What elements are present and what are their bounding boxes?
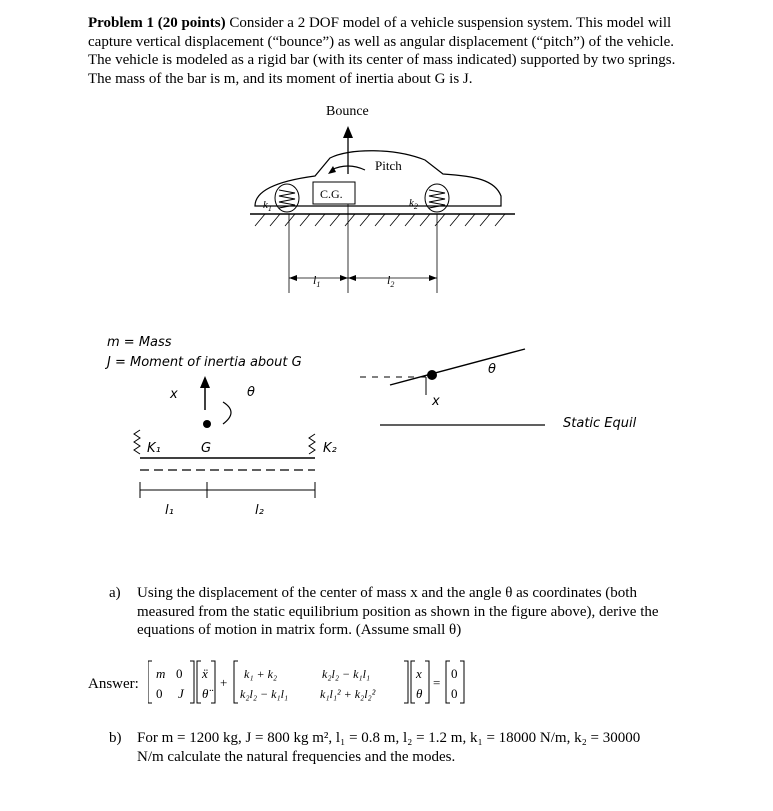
part-a	[109, 584, 669, 640]
spring-k2	[309, 434, 315, 454]
static-equil-label: Static Equil	[563, 416, 637, 431]
k1-label: $k_1$	[263, 199, 272, 213]
cg-dot	[203, 420, 211, 428]
bounce-arrow-icon	[343, 126, 353, 138]
k11: k₁ + k₂	[244, 667, 278, 681]
spring-k2	[429, 190, 445, 208]
x-label: x	[170, 387, 178, 402]
m11: m	[156, 666, 166, 681]
cg-label: C.G.	[320, 187, 343, 201]
pitch-label: Pitch	[375, 158, 402, 173]
l2-label: l₂	[255, 503, 264, 518]
theta-label: θ	[488, 362, 496, 377]
theta-ddot: θ̈	[202, 686, 209, 701]
m22: J	[178, 686, 184, 701]
problem-heading: Problem 1 (20 points)	[88, 15, 226, 31]
tilted-bar	[390, 349, 525, 385]
k2-label: K₂	[323, 441, 337, 456]
ground-hatch	[255, 214, 505, 226]
l1-label: $l_1$	[313, 273, 321, 289]
equals-sign: =	[433, 675, 441, 690]
answer-label: Answer:	[88, 676, 139, 692]
figure1-title: Bounce	[326, 104, 369, 119]
k1-label: K₁	[147, 441, 161, 456]
equation-of-motion	[148, 658, 478, 708]
k12: k₂l₂ − k₁l₁	[322, 667, 371, 681]
l2-label: $l_2$	[387, 273, 395, 289]
vehicle-figure	[225, 118, 520, 308]
part-b-label: b)	[109, 730, 122, 746]
pitch-arrow-icon	[328, 166, 336, 174]
m21: 0	[156, 686, 163, 701]
m12: 0	[176, 666, 183, 681]
x-var: x	[416, 666, 422, 681]
k2-label: $k_2$	[409, 197, 418, 211]
k21: k₂l₂ − k₁l₁	[240, 687, 289, 701]
theta-label: θ	[247, 385, 255, 400]
spring-k1	[134, 430, 140, 454]
problem-text: Consider a 2 DOF model of a vehicle suspension system. This model will capture vertical displacement (“bounce”) as well as angular displacement (“pitch”) of the vehicle. The vehicle is modeled as a rigid bar (with its center of mass indicated) supported by two springs. The mass of the bar is m, and its moment of inertia about G is J.	[88, 15, 676, 87]
bar-model-sketch	[105, 330, 355, 530]
x-arrow-icon	[200, 376, 210, 388]
rhs-2: 0	[451, 686, 458, 701]
theta-var: θ	[416, 686, 423, 701]
mass-note: m = Mass	[107, 335, 172, 350]
inertia-note: J = Moment of inertia about G	[107, 355, 302, 370]
k22: k₁l₁² + k₂l₂²	[320, 687, 376, 701]
x-label: x	[432, 394, 440, 409]
x-ddot: ẍ	[202, 666, 208, 681]
static-equilibrium-sketch	[360, 345, 700, 465]
plus-sign: +	[220, 675, 228, 690]
part-a-text: Using the displacement of the center of mass x and the angle θ as coordinates (both measured from the static equilibrium position as shown in the figure above), derive the equations of motion in matrix form. (Assume small θ)	[137, 585, 659, 638]
l1-label: l₁	[165, 503, 174, 518]
spring-k1	[279, 190, 295, 208]
part-b	[109, 729, 669, 767]
g-label: G	[201, 441, 212, 456]
part-b-text: For m = 1200 kg, J = 800 kg m², l₁ = 0.8 m, l₂ = 1.2 m, k₁ = 18000 N/m, k₂ = 30000 N/m calculate the natural frequencies and the modes.	[137, 730, 641, 765]
theta-arc	[223, 402, 231, 424]
part-a-label: a)	[109, 585, 121, 601]
rhs-1: 0	[451, 666, 458, 681]
problem-statement	[88, 14, 688, 88]
cg-dot	[427, 370, 437, 380]
